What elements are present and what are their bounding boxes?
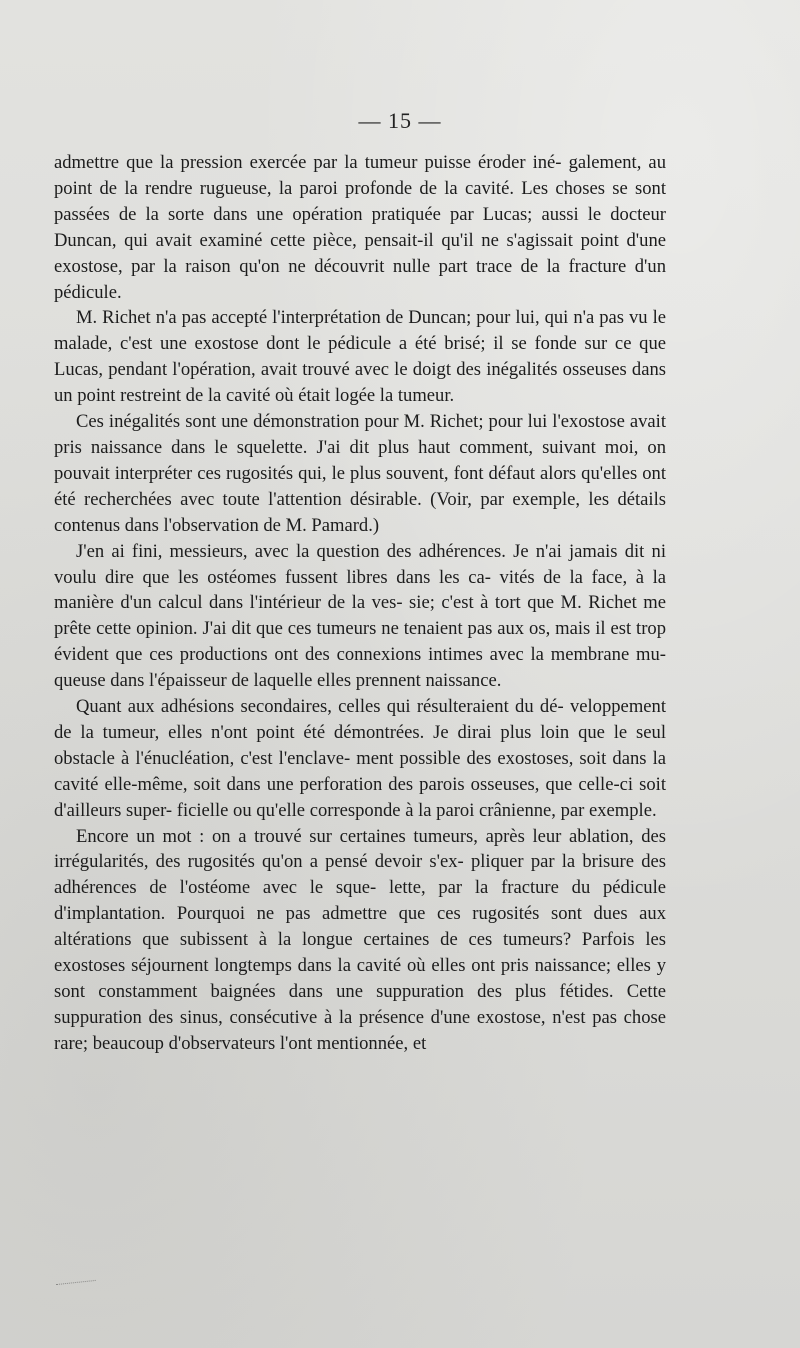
scan-speck: [56, 1280, 96, 1289]
paragraph-5: Quant aux adhésions secondaires, celles qui résulteraient du dé- veloppement de la tumeur, elles n'ont point été démontrées. Je dirai plus loin que le seul obstacle à l'énucléation, c'est l'enclave- ment possible des exostoses, soit dans la cavité elle-même, soit dans une perforation des parois osseuses, que celle-ci soit d'ailleurs super- ficielle ou qu'elle corresponde à la paroi crânienne, par exemple.: [54, 696, 666, 821]
paragraph-3: Ces inégalités sont une démonstration pour M. Richet; pour lui l'exostose avait pris naissance dans le squelette. J'ai dit plus haut comment, suivant moi, on pouvait interpréter ces rugosités qui, le plus souvent, font défaut alors qu'elles ont été recherchées avec toute l'attention désirable. (Voir, par exemple, les détails contenus dans l'observation de M. Pamard.): [54, 411, 666, 536]
paragraph-1: admettre que la pression exercée par la tumeur puisse éroder iné- galement, au point de la rendre rugueuse, la paroi profonde de la cavité. Les choses se sont passées de la sorte dans une opération pratiquée par Lucas; aussi le docteur Duncan, qui avait examiné cette pièce, pensait-il qu'il ne s'agissait point d'une exostose, par la raison qu'on ne découvrit nulle part trace de la fracture d'un pédicule.: [54, 152, 666, 303]
paragraph-4: J'en ai fini, messieurs, avec la question des adhérences. Je n'ai jamais dit ni voulu dire que les ostéomes fussent libres dans les ca- vités de la face, à la manière d'un calcul dans l'intérieur de la ves- sie; c'est à tort que M. Richet me prête cette opinion. J'ai dit que ces tumeurs ne tenaient pas aux os, mais il est trop évident que ces productions ont des connexions intimes avec la membrane mu- queuse dans l'épaisseur de laquelle elles prennent naissance.: [54, 540, 666, 692]
paragraph-6: Encore un mot : on a trouvé sur certaines tumeurs, après leur ablation, des irrégularités, des rugosités qu'on a pensé devoir s'ex- pliquer par la brisure des adhérences de l'ostéome avec le sque- lette, par la fracture du pédicule d'implantation. Pourquoi ne pas admettre que ces rugosités sont dues aux altérations que subissent à la longue certaines de ces tumeurs? Parfois les exostoses séjournent longtemps dans la cavité où elles ont pris naissance; elles y sont constamment baignées dans une suppuration des plus fétides. Cette suppuration des sinus, consécutive à la présence d'une exostose, n'est pas chose rare; beaucoup d'observateurs l'ont mentionnée, et: [54, 825, 666, 1054]
paragraph-2: M. Richet n'a pas accepté l'interprétation de Duncan; pour lui, qui n'a pas vu le malade, c'est une exostose dont le pédicule a été brisé; il se fonde sur ce que Lucas, pendant l'opération, avait trouvé avec le doigt des inégalités osseuses dans un point restreint de la cavité où était logée la tumeur.: [54, 307, 666, 407]
body-text: [54, 150, 666, 1057]
page-number: — 15 —: [358, 108, 442, 133]
